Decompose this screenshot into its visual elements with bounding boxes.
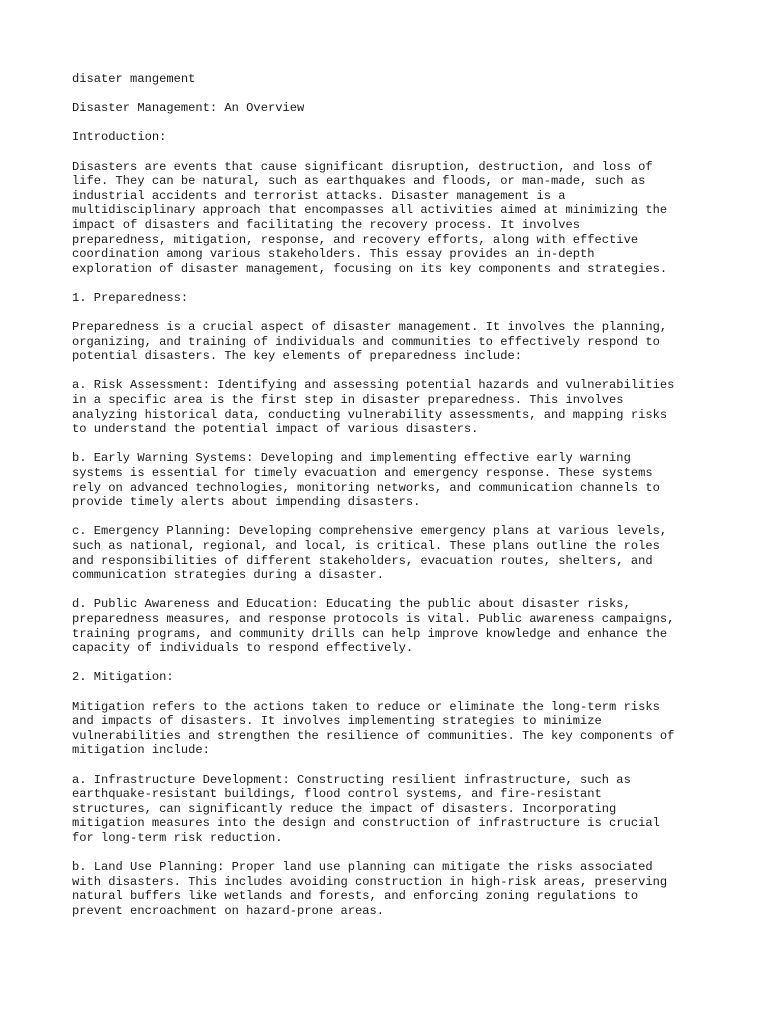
document-header: disater mangement — [72, 72, 196, 86]
infrastructure-paragraph: a. Infrastructure Development: Constructing resilient infrastructure, such as earthquake-resistant buildings, flood control systems, and fire-resistant structures, can significantly reduce the impact of disasters. Incorporating mitigation measures into the design and construction of infrastructure is crucial for long-term risk reduction. — [72, 772, 660, 845]
introduction-heading: Introduction: — [72, 130, 167, 145]
preparedness-heading: 1. Preparedness: — [72, 290, 189, 305]
mitigation-heading: 2. Mitigation: — [72, 670, 174, 685]
document-title: Disaster Management: An Overview — [72, 101, 305, 116]
early-warning-paragraph: b. Early Warning Systems: Developing and implementing effective early warning systems is essential for timely evacuation and emergency response. These systems rely on advanced technologies, monitoring networks, and communication channels to provide timely alerts about impending disasters. — [72, 451, 660, 510]
document-page — [72, 72, 712, 933]
preparedness-intro-paragraph: Preparedness is a crucial aspect of disaster management. It involves the planning, organizing, and training of individuals and communities to effectively respond to potential disasters. The key elements of preparedness include: — [72, 320, 668, 364]
public-awareness-paragraph: d. Public Awareness and Education: Educating the public about disaster risks, preparedness measures, and response protocols is vital. Public awareness campaigns, training programs, and community drills can help improve knowledge and enhance the capacity of individuals to respond effectively. — [72, 597, 675, 656]
introduction-paragraph: Disasters are events that cause significant disruption, destruction, and loss of life. They can be natural, such as earthquakes and floods, or man-made, such as industrial accidents and terrorist attacks. Disaster management is a multidisciplinary approach that encompasses all activities aimed at minimizing the impact of disasters and facilitating the recovery process. It involves preparedness, mitigation, response, and recovery efforts, along with effective coordination among various stakeholders. This essay provides an in-depth exploration of disaster management, focusing on its key components and strategies. — [72, 159, 668, 276]
risk-assessment-paragraph: a. Risk Assessment: Identifying and assessing potential hazards and vulnerabilities in a specific area is the first step in disaster preparedness. This involves analyzing historical data, conducting vulnerability assessments, and mapping risks to understand the potential impact of various disasters. — [72, 378, 675, 437]
mitigation-intro-paragraph: Mitigation refers to the actions taken to reduce or eliminate the long-term risks and impacts of disasters. It involves implementing strategies to minimize vulnerabilities and strengthen the resilience of communities. The key components of mitigation include: — [72, 699, 675, 758]
emergency-planning-paragraph: c. Emergency Planning: Developing comprehensive emergency plans at various levels, such as national, regional, and local, is critical. These plans outline the roles and responsibilities of different stakeholders, evacuation routes, shelters, and communication strategies during a disaster. — [72, 524, 668, 583]
land-use-paragraph: b. Land Use Planning: Proper land use planning can mitigate the risks associated with disasters. This includes avoiding construction in high-risk areas, preserving natural buffers like wetlands and forests, and enforcing zoning regulations to prevent encroachment on hazard-prone areas. — [72, 860, 668, 918]
